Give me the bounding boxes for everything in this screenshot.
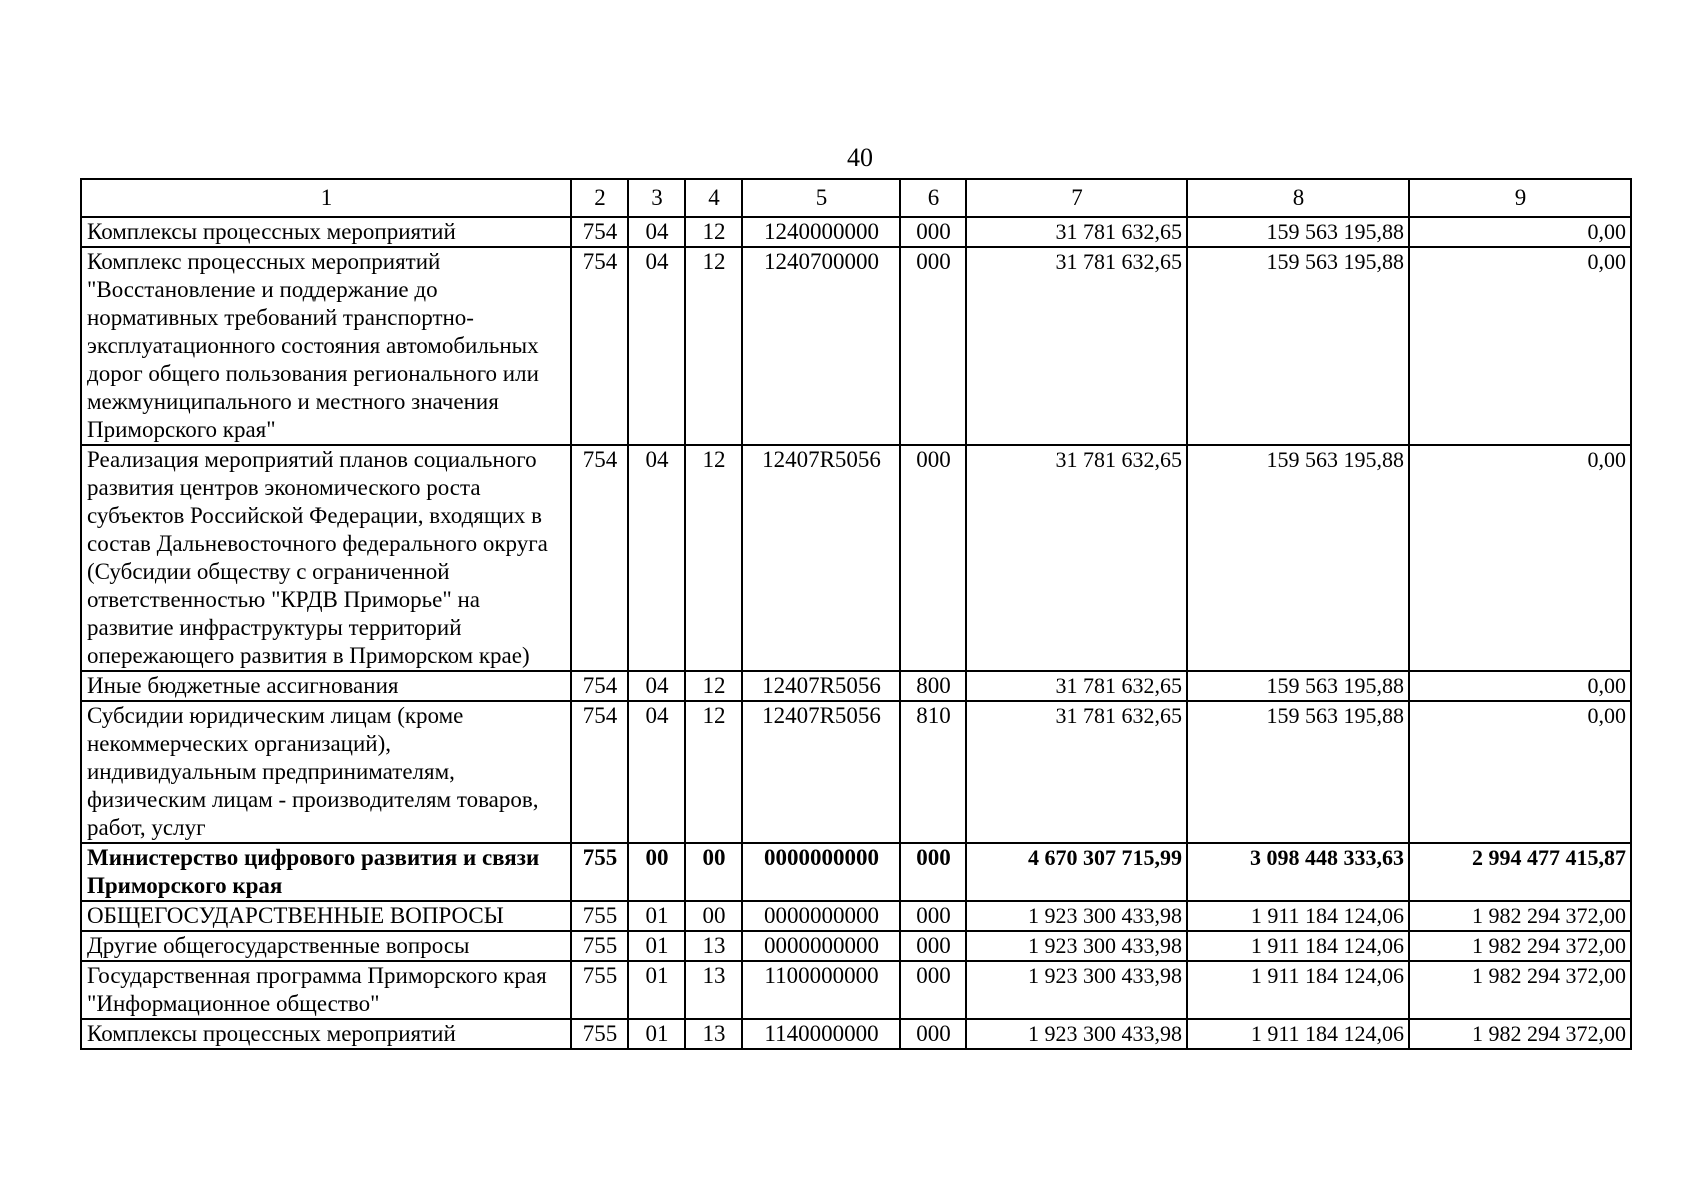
cell-code-3: 04 — [628, 445, 685, 671]
cell-code-4: 12 — [685, 671, 742, 701]
cell-amount-9: 0,00 — [1409, 671, 1631, 701]
table-row — [81, 961, 1631, 1019]
cell-code-5: 12407R5056 — [742, 671, 900, 701]
column-header: 4 — [685, 179, 742, 217]
cell-code-5: 0000000000 — [742, 901, 900, 931]
budget-table — [80, 178, 1632, 1050]
cell-amount-8: 159 563 195,88 — [1187, 445, 1409, 671]
column-header: 8 — [1187, 179, 1409, 217]
cell-code-3: 04 — [628, 701, 685, 843]
cell-code-4: 12 — [685, 701, 742, 843]
cell-code-5: 0000000000 — [742, 931, 900, 961]
column-header: 2 — [571, 179, 628, 217]
row-name: Иные бюджетные ассигнования — [81, 671, 571, 701]
cell-code-6: 000 — [900, 217, 966, 247]
cell-code-3: 04 — [628, 671, 685, 701]
cell-amount-7: 1 923 300 433,98 — [966, 931, 1187, 961]
cell-amount-7: 31 781 632,65 — [966, 217, 1187, 247]
column-header: 9 — [1409, 179, 1631, 217]
column-header: 7 — [966, 179, 1187, 217]
cell-code-2: 754 — [571, 701, 628, 843]
cell-code-5: 1240000000 — [742, 217, 900, 247]
cell-amount-7: 1 923 300 433,98 — [966, 961, 1187, 1019]
cell-code-4: 13 — [685, 961, 742, 1019]
cell-code-2: 755 — [571, 901, 628, 931]
cell-code-6: 000 — [900, 1019, 966, 1049]
cell-code-2: 754 — [571, 671, 628, 701]
page-number: 40 — [847, 143, 873, 172]
cell-amount-7: 1 923 300 433,98 — [966, 901, 1187, 931]
cell-code-2: 755 — [571, 931, 628, 961]
cell-amount-8: 159 563 195,88 — [1187, 671, 1409, 701]
cell-amount-9: 2 994 477 415,87 — [1409, 843, 1631, 901]
cell-amount-8: 159 563 195,88 — [1187, 217, 1409, 247]
cell-code-2: 755 — [571, 1019, 628, 1049]
cell-amount-9: 1 982 294 372,00 — [1409, 901, 1631, 931]
table-row — [81, 843, 1631, 901]
cell-amount-9: 1 982 294 372,00 — [1409, 931, 1631, 961]
row-name: Министерство цифрового развития и связи Приморского края — [81, 843, 571, 901]
cell-amount-7: 31 781 632,65 — [966, 671, 1187, 701]
cell-code-4: 12 — [685, 445, 742, 671]
cell-code-5: 1140000000 — [742, 1019, 900, 1049]
cell-amount-7: 31 781 632,65 — [966, 445, 1187, 671]
row-name: Государственная программа Приморского края "Информационное общество" — [81, 961, 571, 1019]
cell-code-6: 000 — [900, 931, 966, 961]
cell-code-6: 000 — [900, 445, 966, 671]
cell-amount-8: 159 563 195,88 — [1187, 247, 1409, 445]
cell-amount-9: 0,00 — [1409, 247, 1631, 445]
cell-amount-9: 0,00 — [1409, 217, 1631, 247]
cell-code-3: 04 — [628, 247, 685, 445]
cell-code-5: 1100000000 — [742, 961, 900, 1019]
cell-code-4: 12 — [685, 247, 742, 445]
cell-code-6: 000 — [900, 961, 966, 1019]
cell-code-5: 12407R5056 — [742, 445, 900, 671]
table-row — [81, 671, 1631, 701]
cell-amount-7: 31 781 632,65 — [966, 247, 1187, 445]
cell-code-2: 754 — [571, 247, 628, 445]
cell-code-6: 000 — [900, 843, 966, 901]
row-name: Комплексы процессных мероприятий — [81, 217, 571, 247]
cell-amount-8: 1 911 184 124,06 — [1187, 961, 1409, 1019]
table-row — [81, 247, 1631, 445]
cell-code-3: 01 — [628, 931, 685, 961]
cell-code-2: 755 — [571, 961, 628, 1019]
table-row — [81, 901, 1631, 931]
cell-amount-8: 1 911 184 124,06 — [1187, 931, 1409, 961]
cell-amount-9: 0,00 — [1409, 445, 1631, 671]
column-header: 3 — [628, 179, 685, 217]
cell-amount-8: 1 911 184 124,06 — [1187, 1019, 1409, 1049]
cell-code-6: 800 — [900, 671, 966, 701]
cell-amount-8: 3 098 448 333,63 — [1187, 843, 1409, 901]
cell-code-4: 00 — [685, 843, 742, 901]
cell-code-3: 01 — [628, 961, 685, 1019]
cell-amount-8: 1 911 184 124,06 — [1187, 901, 1409, 931]
cell-code-4: 00 — [685, 901, 742, 931]
table-row — [81, 701, 1631, 843]
header-row — [81, 179, 1631, 217]
cell-code-5: 0000000000 — [742, 843, 900, 901]
cell-amount-7: 4 670 307 715,99 — [966, 843, 1187, 901]
cell-code-6: 000 — [900, 247, 966, 445]
cell-code-6: 810 — [900, 701, 966, 843]
cell-amount-9: 1 982 294 372,00 — [1409, 1019, 1631, 1049]
cell-code-4: 13 — [685, 1019, 742, 1049]
cell-amount-7: 1 923 300 433,98 — [966, 1019, 1187, 1049]
cell-code-6: 000 — [900, 901, 966, 931]
cell-code-5: 1240700000 — [742, 247, 900, 445]
cell-amount-9: 0,00 — [1409, 701, 1631, 843]
row-name: Субсидии юридическим лицам (кроме некоммерческих организаций), индивидуальным предпринимателям, физическим лицам - производителям товаров, работ, услуг — [81, 701, 571, 843]
cell-amount-7: 31 781 632,65 — [966, 701, 1187, 843]
cell-amount-9: 1 982 294 372,00 — [1409, 961, 1631, 1019]
cell-code-2: 754 — [571, 445, 628, 671]
row-name: ОБЩЕГОСУДАРСТВЕННЫЕ ВОПРОСЫ — [81, 901, 571, 931]
cell-code-3: 00 — [628, 843, 685, 901]
cell-code-3: 04 — [628, 217, 685, 247]
table-row — [81, 217, 1631, 247]
cell-code-2: 754 — [571, 217, 628, 247]
row-name: Комплекс процессных мероприятий "Восстановление и поддержание до нормативных требований транспортно-эксплуатационного состояния автомобильных дорог общего пользования регионального или межмуниципального и местного значения Приморского края" — [81, 247, 571, 445]
cell-code-4: 12 — [685, 217, 742, 247]
cell-code-3: 01 — [628, 1019, 685, 1049]
column-header: 6 — [900, 179, 966, 217]
column-header: 1 — [81, 179, 571, 217]
table-row — [81, 445, 1631, 671]
row-name: Комплексы процессных мероприятий — [81, 1019, 571, 1049]
column-header: 5 — [742, 179, 900, 217]
cell-amount-8: 159 563 195,88 — [1187, 701, 1409, 843]
cell-code-3: 01 — [628, 901, 685, 931]
cell-code-5: 12407R5056 — [742, 701, 900, 843]
cell-code-2: 755 — [571, 843, 628, 901]
row-name: Реализация мероприятий планов социального развития центров экономического роста субъектов Российской Федерации, входящих в состав Дальневосточного федерального округа (Субсидии обществу с ограниченной ответственностью "КРДВ Приморье" на развитие инфраструктуры территорий опережающего развития в Приморском крае) — [81, 445, 571, 671]
cell-code-4: 13 — [685, 931, 742, 961]
table-row — [81, 931, 1631, 961]
table-row — [81, 1019, 1631, 1049]
row-name: Другие общегосударственные вопросы — [81, 931, 571, 961]
